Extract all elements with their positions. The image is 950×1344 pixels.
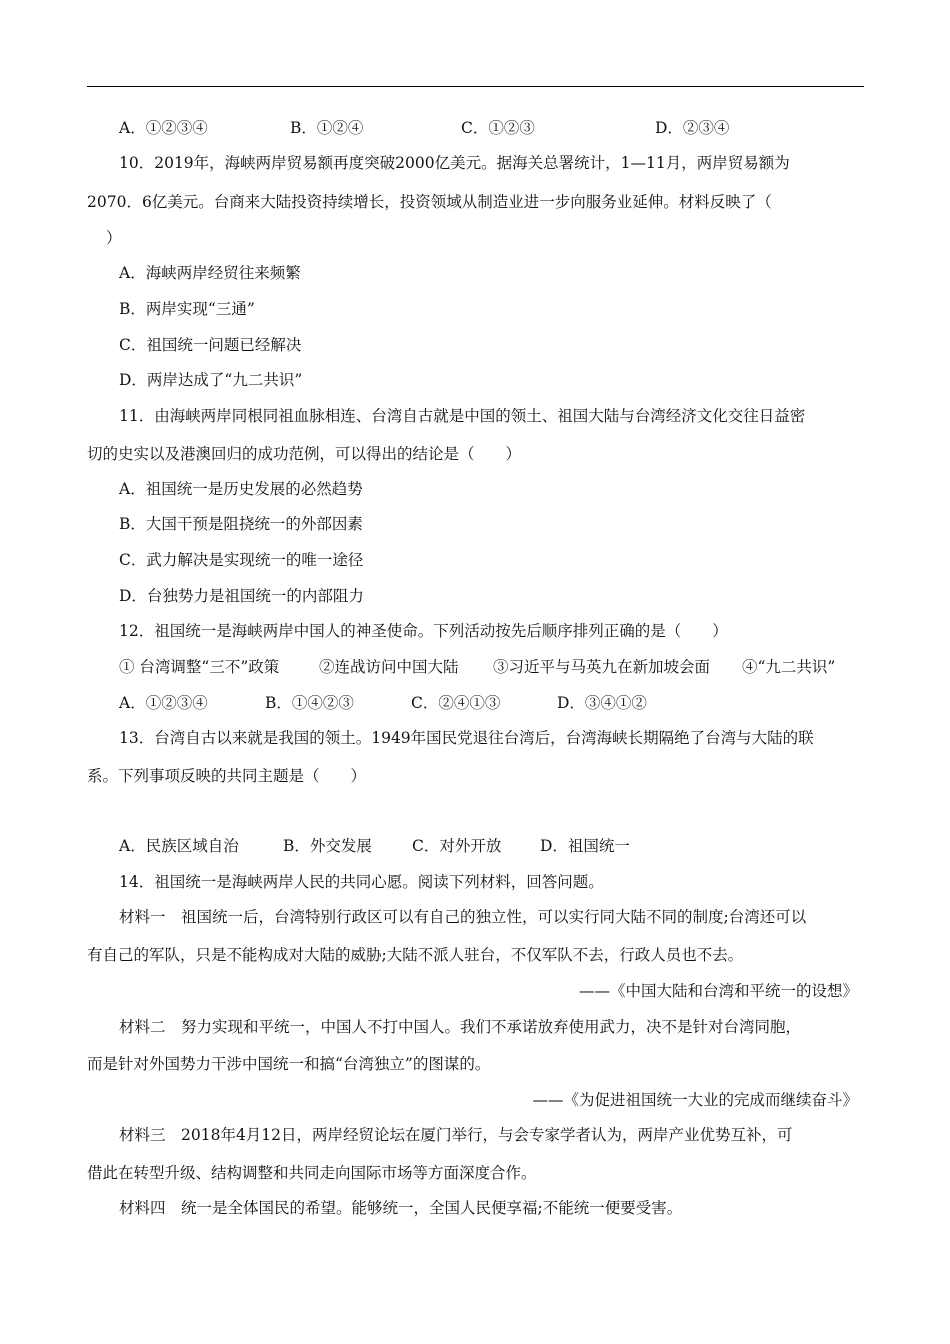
material-2-source: ——《为促进祖国统一大业的完成而继续奋斗》 xyxy=(532,1091,858,1109)
q12-option-b: B．①④②③ xyxy=(265,694,354,712)
q12-stem: 12．祖国统一是海峡两岸中国人的神圣使命。下列活动按先后顺序排列正确的是（ ） xyxy=(119,622,728,640)
q11-stem-line-1: 11．由海峡两岸同根同祖血脉相连、台湾自古就是中国的领土、祖国大陆与台湾经济文化交往日益密 xyxy=(119,407,806,425)
q11-option-c: C．武力解决是实现统一的唯一途径 xyxy=(119,551,364,569)
q11-option-d: D．台独势力是祖国统一的内部阻力 xyxy=(119,587,364,605)
q10-stem-line-2: 2070．6亿美元。台商来大陆投资持续增长，投资领域从制造业进一步向服务业延伸。材料反映了（ xyxy=(87,193,772,211)
material-2-line-1: 材料二 努力实现和平统一，中国人不打中国人。我们不承诺放弃使用武力，决不是针对台湾同胞， xyxy=(119,1018,802,1036)
material-3-line-1: 材料三 2018年4月12日，两岸经贸论坛在厦门举行，与会专家学者认为，两岸产业优势互补，可 xyxy=(119,1126,793,1144)
material-1-line-1: 材料一 祖国统一后，台湾特别行政区可以有自己的独立性，可以实行同大陆不同的制度;台湾还可以 xyxy=(119,908,807,926)
q13-stem-line-2: 系。下列事项反映的共同主题是（ ） xyxy=(87,767,367,785)
q9-option-c: C．①②③ xyxy=(461,119,535,137)
q10-stem-line-3: ） xyxy=(106,229,122,247)
q12-item-1: ① 台湾调整“三不”政策 xyxy=(119,658,280,676)
q10-stem-line-1: 10．2019年，海峡两岸贸易额再度突破2000亿美元。据海关总署统计，1—11月，两岸贸易额为 xyxy=(119,154,790,172)
q13-stem-line-1: 13．台湾自古以来就是我国的领土。1949年国民党退往台湾后，台湾海峡长期隔绝了台湾与大陆的联 xyxy=(119,729,814,747)
q12-item-3: ③习近平与马英九在新加坡会面 xyxy=(493,658,711,676)
q12-option-a: A．①②③④ xyxy=(119,694,208,712)
q11-stem-line-2: 切的史实以及港澳回归的成功范例，可以得出的结论是（ ） xyxy=(87,445,522,463)
q12-item-2: ②连战访问中国大陆 xyxy=(319,658,459,676)
q12-option-d: D．③④①② xyxy=(557,694,647,712)
q12-option-c: C．②④①③ xyxy=(411,694,501,712)
material-3-line-2: 借此在转型升级、结构调整和共同走向国际市场等方面深度合作。 xyxy=(87,1164,537,1182)
q12-item-4: ④“九二共识” xyxy=(742,658,836,676)
q11-option-b: B．大国干预是阻挠统一的外部因素 xyxy=(119,515,363,533)
q13-option-c: C．对外开放 xyxy=(412,837,502,855)
q11-option-a: A．祖国统一是历史发展的必然趋势 xyxy=(119,480,363,498)
q10-option-a: A．海峡两岸经贸往来频繁 xyxy=(119,264,301,282)
material-1-source: ——《中国大陆和台湾和平统一的设想》 xyxy=(578,982,858,1000)
q13-option-b: B．外交发展 xyxy=(283,837,372,855)
q10-option-b: B．两岸实现“三通” xyxy=(119,300,255,318)
material-4: 材料四 统一是全体国民的希望。能够统一，全国人民便享福;不能统一便要受害。 xyxy=(119,1199,683,1217)
q10-option-d: D．两岸达成了“九二共识” xyxy=(119,371,303,389)
q9-option-d: D．②③④ xyxy=(655,119,730,137)
q13-option-a: A．民族区域自治 xyxy=(119,837,239,855)
material-1-line-2: 有自己的军队，只是不能构成对大陆的威胁;大陆不派人驻台，不仅军队不去，行政人员也不去。 xyxy=(87,946,744,964)
material-2-line-2: 而是针对外国势力干涉中国统一和搞“台湾独立”的图谋的。 xyxy=(87,1055,491,1073)
q10-option-c: C．祖国统一问题已经解决 xyxy=(119,336,302,354)
q14-stem: 14．祖国统一是海峡两岸人民的共同心愿。阅读下列材料，回答问题。 xyxy=(119,873,604,891)
q9-option-b: B．①②④ xyxy=(290,119,364,137)
q13-option-d: D．祖国统一 xyxy=(540,837,630,855)
q9-option-a: A．①②③④ xyxy=(119,119,208,137)
header-rule xyxy=(87,86,864,87)
